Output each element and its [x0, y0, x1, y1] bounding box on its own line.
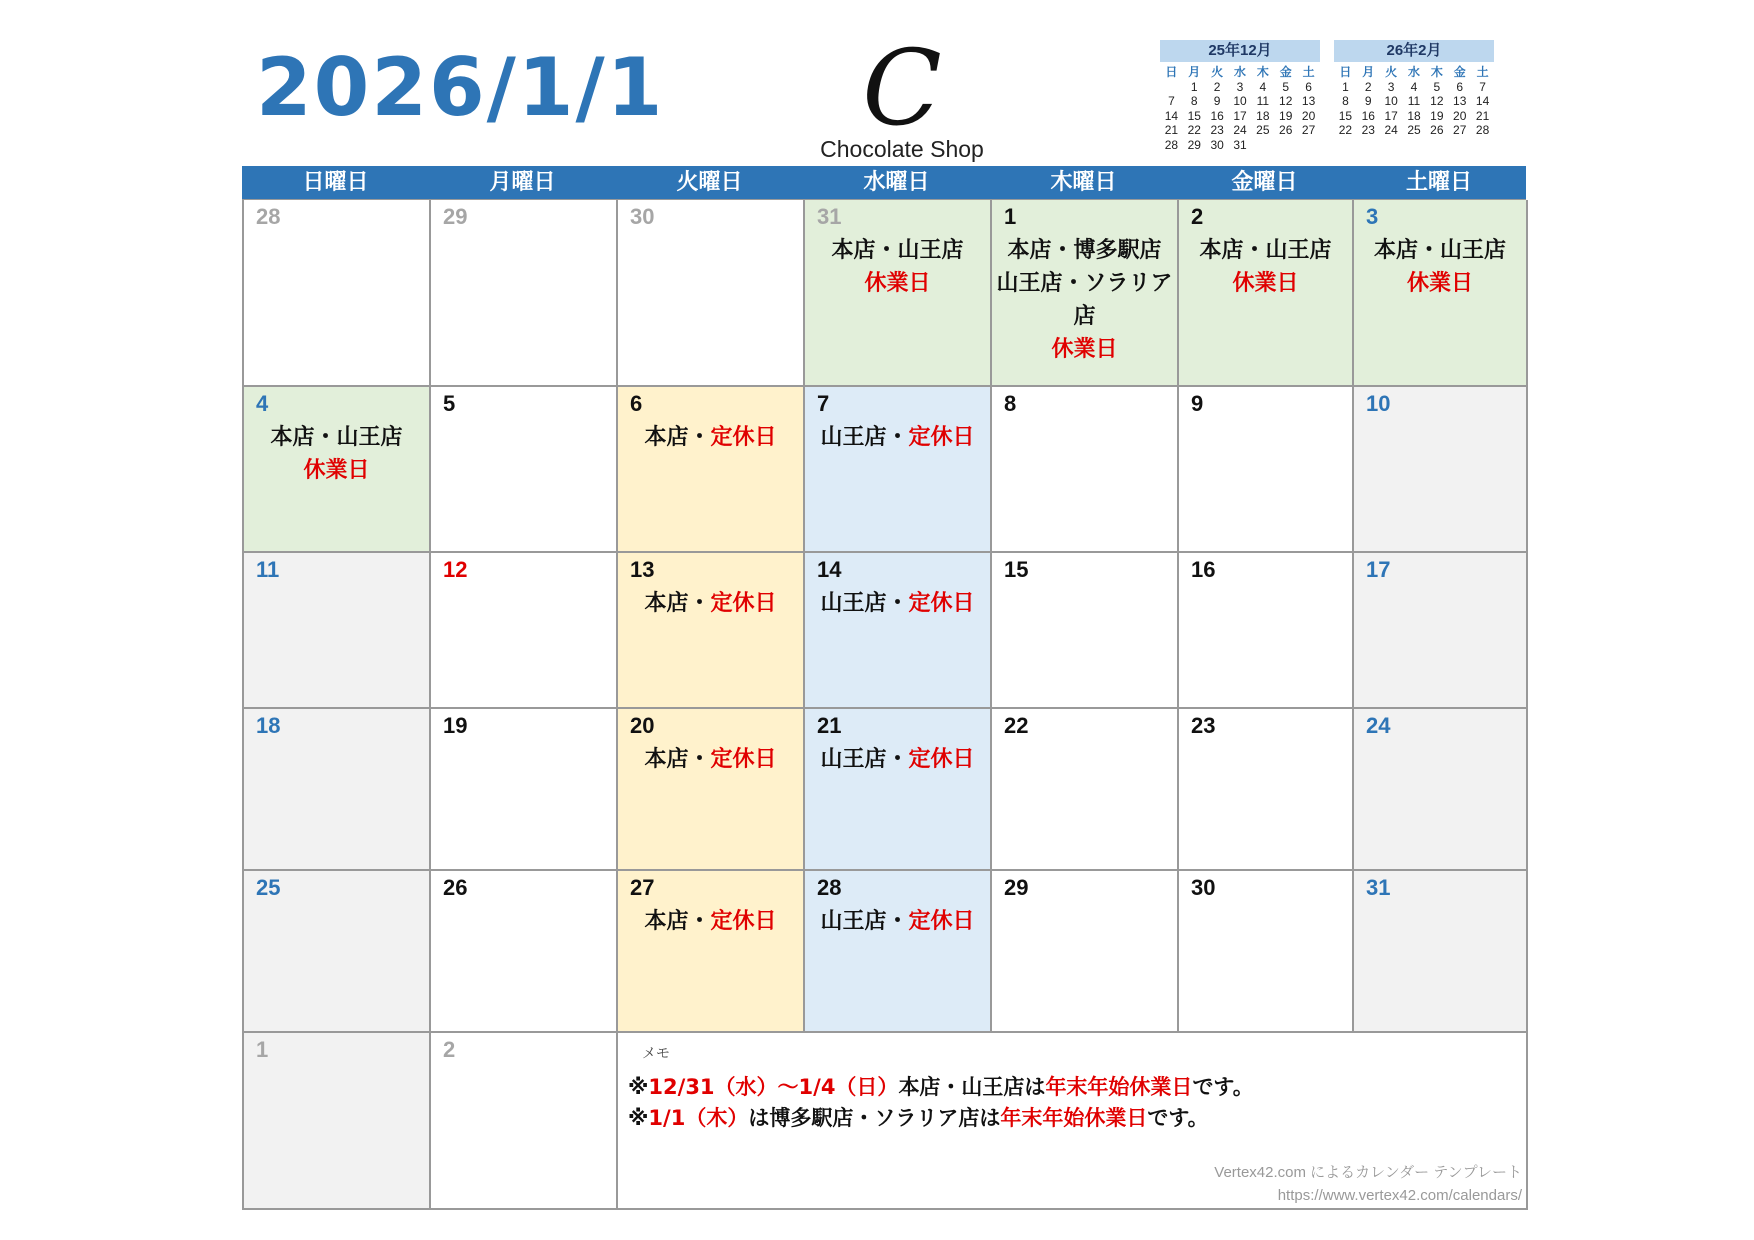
event-text: 定休日 — [710, 425, 777, 450]
memo-label: メモ — [642, 1046, 670, 1062]
event-line — [805, 267, 990, 300]
mini-day: 11 — [1256, 94, 1270, 108]
event-line — [1354, 234, 1526, 267]
day-number: 28 — [256, 204, 281, 229]
event-text: 定休日 — [908, 425, 975, 450]
day-number: 13 — [630, 557, 655, 582]
mini-day: 12 — [1279, 94, 1293, 108]
mini-day: 25 — [1407, 123, 1421, 137]
mini-day: 2 — [1364, 79, 1372, 94]
mini-calendar-prev-title: 25年12月 — [1160, 40, 1320, 62]
event-text: 本店・山王店 — [831, 238, 964, 263]
mini-weekday: 水 — [1407, 65, 1420, 79]
memo-text: 年末年始休業日 — [1045, 1075, 1193, 1099]
mini-day: 29 — [1187, 137, 1201, 152]
mini-weekday: 木 — [1430, 65, 1443, 79]
mini-day: 1 — [1342, 79, 1349, 94]
day-cell — [618, 387, 805, 553]
day-cell — [992, 871, 1179, 1033]
weekday-label: 日曜日 — [302, 170, 369, 195]
day-number: 22 — [1004, 713, 1029, 738]
event-text: 山王店・ — [820, 425, 909, 450]
mini-day: 27 — [1301, 123, 1316, 137]
mini-calendar-next — [1334, 40, 1494, 138]
day-event — [805, 743, 990, 776]
memo-note — [628, 1102, 1209, 1132]
event-text: 休業日 — [1406, 271, 1473, 296]
mini-day: 9 — [1364, 94, 1372, 108]
day-event — [618, 587, 803, 620]
day-number: 31 — [1366, 875, 1391, 900]
credit-url: https://www.vertex42.com/calendars/ — [1277, 1187, 1522, 1204]
day-number: 31 — [817, 204, 842, 229]
memo-text: です。 — [1147, 1106, 1209, 1130]
day-event — [805, 587, 990, 620]
day-cell — [244, 553, 431, 709]
mini-day: 15 — [1187, 108, 1201, 123]
day-cell — [1354, 709, 1528, 871]
weekday-label: 木曜日 — [1050, 170, 1117, 195]
day-cell — [805, 709, 992, 871]
event-text: 休業日 — [864, 271, 931, 296]
day-cell — [1179, 553, 1354, 709]
event-text: 山王店・ — [820, 747, 909, 772]
event-line — [805, 905, 990, 938]
mini-day: 24 — [1233, 123, 1247, 137]
day-event — [618, 905, 803, 938]
mini-day: 28 — [1164, 137, 1179, 152]
day-event — [805, 905, 990, 938]
credit-line: Vertex42.com によるカレンダー テンプレート — [1214, 1164, 1522, 1181]
event-text: 本店・山王店 — [270, 425, 403, 450]
weekday-header — [242, 166, 1526, 199]
mini-weekday: 木 — [1256, 65, 1269, 79]
mini-day: 16 — [1361, 108, 1375, 123]
event-text: 休業日 — [1051, 337, 1118, 362]
day-event — [805, 421, 990, 454]
day-cell — [244, 387, 431, 553]
event-text: 本店・ — [644, 425, 711, 450]
event-line — [618, 743, 803, 776]
day-number: 23 — [1191, 713, 1216, 738]
event-text: 山王店・ソラリア店 — [996, 271, 1173, 329]
mini-day: 23 — [1210, 123, 1224, 137]
mini-day: 26 — [1430, 123, 1444, 137]
calendar-grid — [242, 199, 1526, 1210]
day-cell — [431, 871, 618, 1033]
day-cell — [244, 871, 431, 1033]
mini-day: 22 — [1338, 123, 1353, 137]
day-event — [805, 234, 990, 300]
day-cell — [1179, 871, 1354, 1033]
memo-text: 年末年始休業日 — [1000, 1106, 1148, 1130]
logo-initial: C — [862, 27, 942, 149]
event-text: 定休日 — [908, 747, 975, 772]
day-number: 14 — [817, 557, 842, 582]
day-number: 26 — [443, 875, 468, 900]
memo-text: 1/1（木） — [648, 1106, 749, 1130]
mini-day: 31 — [1233, 137, 1247, 152]
day-number: 11 — [256, 557, 280, 582]
event-text: 休業日 — [303, 458, 370, 483]
memo-text: 12/31（水）～1/4（日） — [648, 1075, 899, 1099]
mini-day: 16 — [1210, 108, 1224, 123]
mini-day: 8 — [1342, 94, 1349, 108]
mini-day: 3 — [1236, 79, 1244, 94]
day-cell — [992, 387, 1179, 553]
mini-day: 26 — [1279, 123, 1293, 137]
day-cell — [618, 709, 805, 871]
event-line — [1179, 267, 1352, 300]
day-number: 17 — [1366, 557, 1391, 582]
day-event — [618, 743, 803, 776]
mini-weekday: 火 — [1385, 65, 1398, 79]
day-number: 29 — [443, 204, 468, 229]
mini-day: 5 — [1433, 79, 1441, 94]
mini-day: 17 — [1384, 108, 1398, 123]
mini-day: 8 — [1190, 94, 1198, 108]
day-cell — [992, 553, 1179, 709]
mini-day: 21 — [1164, 123, 1179, 137]
mini-day: 7 — [1479, 79, 1486, 94]
memo-text: 本店・山王店は — [898, 1075, 1046, 1099]
day-cell — [1179, 387, 1354, 553]
day-number: 27 — [630, 875, 655, 900]
event-text: 本店・ — [644, 747, 711, 772]
mini-day: 21 — [1475, 108, 1490, 123]
day-number: 19 — [443, 713, 468, 738]
day-number: 25 — [256, 875, 281, 900]
mini-day: 20 — [1301, 108, 1316, 123]
mini-day: 25 — [1256, 123, 1270, 137]
mini-weekday: 日 — [1339, 65, 1352, 79]
day-number: 30 — [630, 204, 655, 229]
day-number: 9 — [1191, 391, 1204, 416]
mini-day: 19 — [1430, 108, 1444, 123]
day-cell — [1354, 200, 1528, 387]
event-text: 定休日 — [710, 909, 777, 934]
day-number: 2 — [1191, 204, 1204, 229]
mini-weekday: 日 — [1165, 65, 1178, 79]
event-line — [805, 743, 990, 776]
day-number: 20 — [630, 713, 655, 738]
mini-calendar-next-grid — [1334, 65, 1494, 138]
day-number: 30 — [1191, 875, 1216, 900]
memo-box — [618, 1033, 1528, 1210]
mini-weekday: 金 — [1453, 65, 1466, 79]
day-cell — [1179, 200, 1354, 387]
event-line — [244, 454, 429, 487]
shop-logo — [812, 27, 992, 166]
day-cell — [805, 871, 992, 1033]
mini-weekday: 火 — [1211, 65, 1224, 79]
day-number: 7 — [817, 391, 830, 416]
day-event — [244, 421, 429, 487]
logo-name: Chocolate Shop — [820, 136, 984, 162]
day-cell — [1179, 709, 1354, 871]
day-number: 1 — [1004, 204, 1017, 229]
event-text: 本店・山王店 — [1373, 238, 1506, 263]
mini-day — [1160, 80, 1183, 95]
weekday-label: 月曜日 — [489, 170, 556, 195]
mini-day: 19 — [1279, 108, 1293, 123]
mini-day: 27 — [1453, 123, 1467, 137]
event-line — [618, 421, 803, 454]
day-cell — [431, 709, 618, 871]
event-line — [1179, 234, 1352, 267]
event-text: 本店・ — [644, 909, 711, 934]
mini-day: 10 — [1233, 94, 1247, 108]
mini-weekday: 水 — [1233, 65, 1246, 79]
day-cell — [805, 200, 992, 387]
mini-day: 15 — [1338, 108, 1353, 123]
mini-day: 14 — [1475, 94, 1490, 108]
mini-calendar-prev — [1160, 40, 1320, 152]
memo-text: は博多駅店・ソラリア店は — [748, 1106, 1001, 1130]
event-line — [618, 905, 803, 938]
day-number: 6 — [630, 391, 643, 416]
mini-day: 3 — [1387, 79, 1395, 94]
mini-day: 17 — [1233, 108, 1247, 123]
mini-weekday: 土 — [1476, 65, 1489, 79]
mini-weekday: 金 — [1279, 65, 1292, 79]
memo-note — [628, 1071, 1254, 1101]
day-cell — [244, 709, 431, 871]
day-number: 8 — [1004, 391, 1017, 416]
event-line — [805, 421, 990, 454]
day-cell — [992, 709, 1179, 871]
day-cell — [244, 1033, 431, 1210]
day-event — [1179, 234, 1352, 300]
mini-day: 13 — [1453, 94, 1467, 108]
mini-day: 13 — [1301, 94, 1316, 108]
day-cell — [618, 553, 805, 709]
day-number: 5 — [443, 391, 456, 416]
mini-calendar-next-title: 26年2月 — [1334, 40, 1494, 62]
mini-day: 20 — [1453, 108, 1467, 123]
day-cell — [244, 200, 431, 387]
event-text: 本店・博多駅店 — [1007, 238, 1162, 263]
day-cell — [431, 1033, 618, 1210]
day-number: 10 — [1366, 391, 1391, 416]
event-line — [805, 234, 990, 267]
mini-day: 18 — [1256, 108, 1270, 123]
day-number: 4 — [256, 391, 269, 416]
day-number: 1 — [256, 1037, 269, 1062]
month-calendar — [242, 166, 1526, 1210]
event-line — [992, 267, 1177, 333]
day-number: 29 — [1004, 875, 1029, 900]
event-text: 山王店・ — [820, 909, 909, 934]
event-text: 休業日 — [1232, 271, 1299, 296]
event-line — [244, 421, 429, 454]
day-number: 15 — [1004, 557, 1029, 582]
day-number: 16 — [1191, 557, 1216, 582]
event-text: 定休日 — [908, 909, 975, 934]
memo-text: ※ — [628, 1106, 649, 1130]
event-text: 定休日 — [710, 591, 777, 616]
event-line — [805, 587, 990, 620]
event-text: 本店・山王店 — [1199, 238, 1332, 263]
mini-day: 24 — [1384, 123, 1398, 137]
event-text: 本店・ — [644, 591, 711, 616]
day-cell — [431, 387, 618, 553]
mini-day: 4 — [1259, 79, 1267, 94]
event-text: 定休日 — [710, 747, 777, 772]
day-number: 21 — [817, 713, 842, 738]
weekday-label: 土曜日 — [1405, 170, 1472, 195]
mini-day: 23 — [1361, 123, 1375, 137]
memo-text: です。 — [1192, 1075, 1254, 1099]
day-number: 18 — [256, 713, 281, 738]
mini-day: 12 — [1430, 94, 1444, 108]
mini-day: 2 — [1213, 79, 1221, 94]
weekday-label: 火曜日 — [676, 170, 743, 195]
mini-day: 5 — [1282, 79, 1290, 94]
day-number: 24 — [1366, 713, 1391, 738]
weekday-label: 金曜日 — [1231, 170, 1298, 195]
mini-day: 18 — [1407, 108, 1421, 123]
page-title: 2026/1/1 — [256, 41, 665, 134]
mini-day: 28 — [1475, 123, 1490, 137]
day-number: 28 — [817, 875, 842, 900]
day-cell — [805, 387, 992, 553]
day-cell — [805, 553, 992, 709]
day-cell — [618, 200, 805, 387]
day-cell — [618, 871, 805, 1033]
day-number: 2 — [443, 1037, 456, 1062]
mini-day: 4 — [1410, 79, 1418, 94]
day-event — [992, 234, 1177, 366]
mini-weekday: 月 — [1188, 65, 1201, 79]
event-line — [1354, 267, 1526, 300]
event-text: 定休日 — [908, 591, 975, 616]
weekday-label: 水曜日 — [863, 170, 930, 195]
day-number: 3 — [1366, 204, 1379, 229]
day-cell — [1354, 387, 1528, 553]
mini-day: 11 — [1407, 94, 1421, 108]
mini-day: 7 — [1168, 94, 1175, 108]
mini-day: 22 — [1187, 123, 1201, 137]
memo-text: ※ — [628, 1075, 649, 1099]
mini-day: 14 — [1164, 108, 1179, 123]
mini-day: 6 — [1456, 79, 1464, 94]
day-cell — [992, 200, 1179, 387]
mini-day: 6 — [1305, 79, 1312, 94]
mini-day: 10 — [1384, 94, 1398, 108]
mini-calendar-prev-grid — [1160, 65, 1320, 152]
day-event — [618, 421, 803, 454]
day-cell — [1354, 871, 1528, 1033]
mini-day: 30 — [1210, 137, 1224, 152]
mini-day: 1 — [1190, 79, 1198, 94]
mini-weekday: 月 — [1362, 65, 1375, 79]
day-event — [1354, 234, 1526, 300]
mini-day: 9 — [1213, 94, 1221, 108]
mini-weekday: 土 — [1302, 65, 1315, 79]
day-cell — [431, 200, 618, 387]
event-line — [992, 333, 1177, 366]
event-line — [618, 587, 803, 620]
event-line — [992, 234, 1177, 267]
event-text: 山王店・ — [820, 591, 909, 616]
day-cell — [1354, 553, 1528, 709]
day-number: 12 — [443, 557, 468, 582]
day-cell — [431, 553, 618, 709]
